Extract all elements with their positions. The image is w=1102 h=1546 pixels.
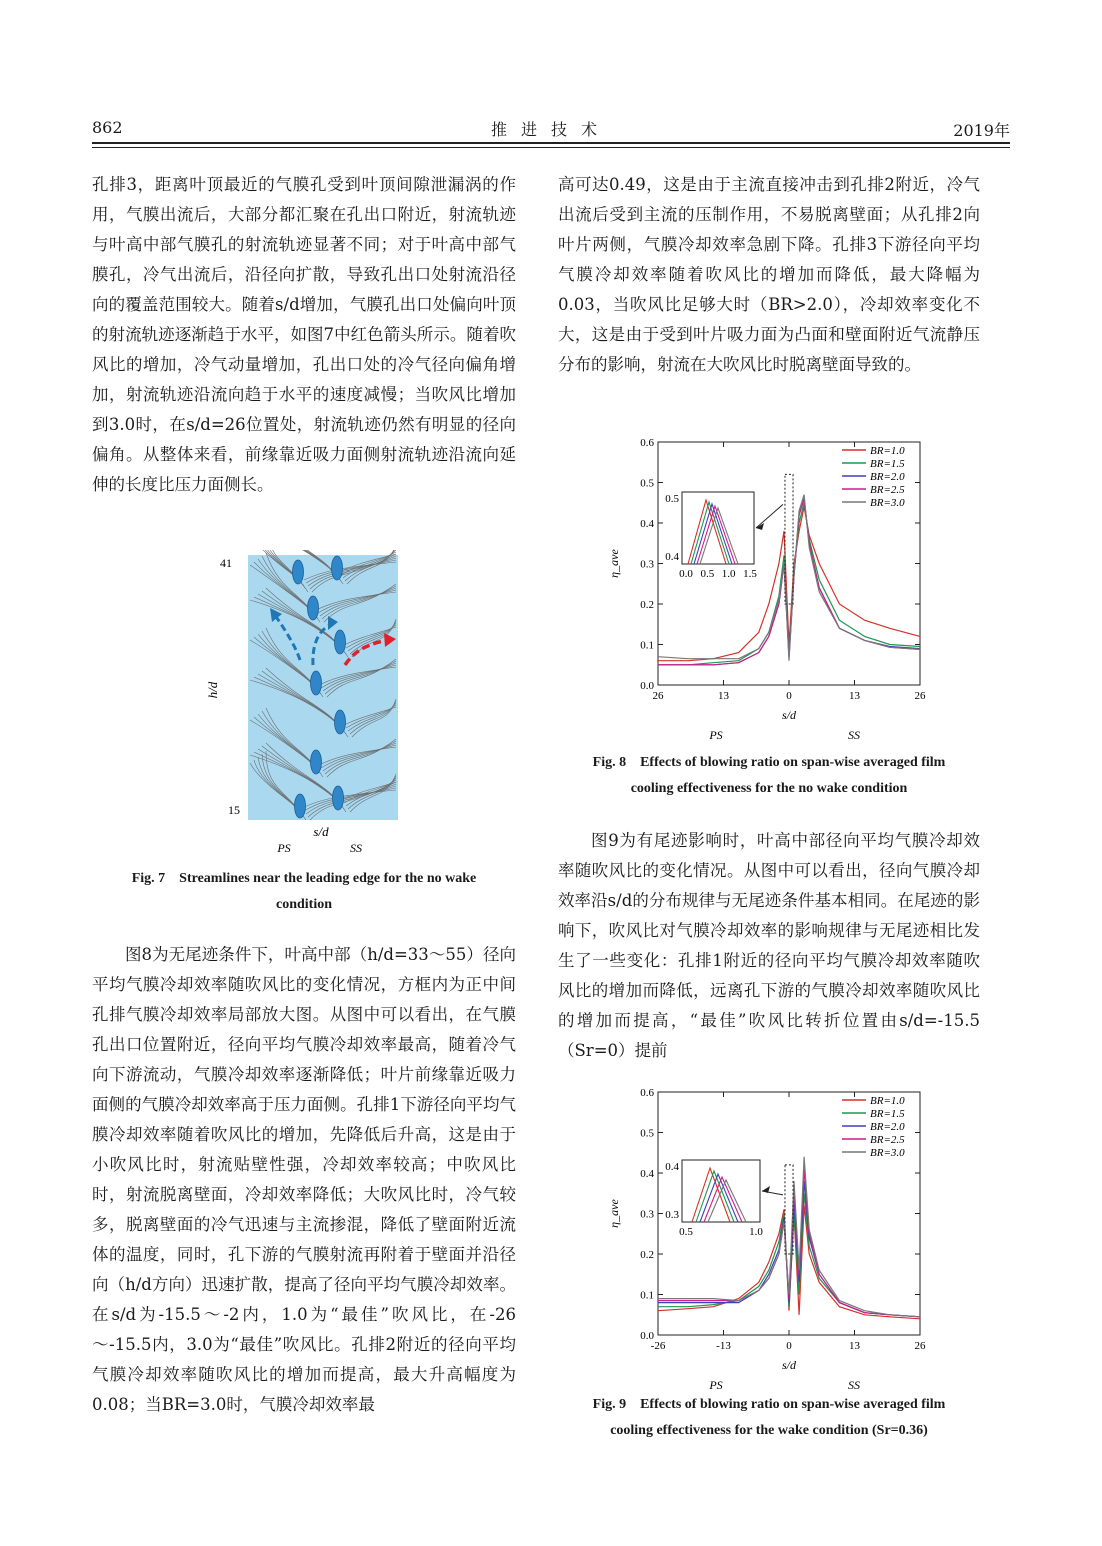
fig7-film-hole [308, 596, 319, 620]
legend-label: BR=2.0 [870, 471, 905, 483]
inset-group [665, 492, 757, 580]
legend-label: BR=1.0 [870, 445, 905, 457]
x-tick-label: 26 [652, 690, 664, 702]
fig9-chart [590, 1080, 950, 1395]
publication-year: 2019年 [953, 121, 1010, 140]
inset-pointer [756, 504, 783, 528]
right-paragraph-2-text: 图9为有尾迹影响时，叶高中部径向平均气膜冷却效率随吹风比的变化情况。从图中可以看出，径向气膜冷却效率沿s/d的分布规律与无尾迹条件基本相同。在尾迹的影响下，吹风比对气膜冷却效率的影响规律与无尾迹相比发生了一些变化：孔排1附近的径向平均气膜冷却效率随吹风比的增加而降低，远离孔下游的气膜冷却效率随吹风比的增加而提高，“最佳”吹风比转折位置由s/d=-15.5（Sr=0）提前 [558, 831, 980, 1060]
inset-x-tick-label: 1.0 [721, 568, 736, 580]
right-paragraph-1 [558, 170, 980, 380]
right-paragraph-1-text: 高可达0.49，这是由于主流直接冲击到孔排2附近，冷气出流后受到主流的压制作用，不易脱离壁面；从孔排2向叶片两侧，气膜冷却效率急剧下降。孔排3下游径向平均气膜冷却效率随着吹风比的增加而降低，最大降幅为0.03，当吹风比足够大时（BR>2.0），冷却效率变化不大，这是由于受到叶片吸力面为凸面和壁面附近气流静压分布的影响，射流在大吹风比时脱离壁面导致的。 [558, 175, 980, 374]
y-tick-label: 0.2 [640, 599, 654, 611]
legend-label: BR=2.5 [870, 484, 905, 496]
legend-label: BR=3.0 [870, 1147, 905, 1159]
page-number: 862 [92, 118, 123, 137]
legend-label: BR=1.5 [870, 458, 905, 470]
inset-frame [682, 492, 754, 564]
x-tick-label: 0 [786, 1340, 792, 1352]
y-tick-label: 0.3 [640, 1208, 654, 1221]
fig7-caption-line2: condition [275, 897, 332, 912]
inset-x-tick-label: 1.5 [743, 568, 757, 580]
fig7-film-hole [335, 710, 346, 734]
left-paragraph-2 [92, 940, 516, 1420]
fig7-streamlines [200, 550, 420, 860]
fig7-film-hole [333, 786, 344, 810]
inset-x-tick-label: 0.5 [700, 568, 715, 580]
y-tick-label: 0.6 [640, 437, 654, 449]
y-tick-label: 0.4 [640, 1168, 654, 1180]
fig7-film-hole [311, 750, 322, 774]
legend-label: BR=1.5 [870, 1108, 905, 1120]
legend-label: BR=2.0 [870, 1121, 905, 1133]
fig9-caption [558, 1392, 980, 1444]
left-paragraph-1-text: 孔排3，距离叶顶最近的气膜孔受到叶顶间隙泄漏涡的作用，气膜出流后，大部分都汇聚在孔出口附近，射流轨迹与叶高中部气膜孔的射流轨迹显著不同；对于叶高中部气膜孔，冷气出流后，沿径向扩散，导致孔出口处射流沿径向的覆盖范围较大。随着s/d增加，气膜孔出口处偏向叶顶的射流轨迹逐渐趋于水平，如图7中红色箭头所示。随着吹风比的增加，冷气动量增加，孔出口处的冷气径向偏角增加，射流轨迹沿流向趋于水平的速度减慢；当吹风比增加到3.0时，在s/d=26位置处，射流轨迹仍然有明显的径向偏角。从整体来看，前缘靠近吸力面侧射流轨迹沿流向延伸的长度比压力面侧长。 [92, 175, 516, 494]
y-tick-label: 0.3 [640, 558, 654, 571]
x-axis-label: s/d [781, 1358, 797, 1372]
y-tick-label: 0.0 [640, 1330, 654, 1342]
x-tick-label: 13 [849, 690, 860, 702]
header-rule-thin [92, 147, 1010, 148]
inset-y-tick-label: 0.5 [665, 493, 679, 505]
y-tick-label: 0.5 [640, 1127, 654, 1140]
right-paragraph-2 [558, 826, 980, 1066]
inset-y-tick-label: 0.4 [665, 551, 679, 563]
y-tick-label: 0.5 [640, 477, 654, 490]
y-tick-label: 0.1 [640, 639, 654, 652]
fig7-film-hole [295, 794, 306, 818]
fig7-y-top: 41 [220, 556, 232, 570]
inset-y-tick-label: 0.4 [665, 1161, 679, 1173]
legend-label: BR=1.0 [870, 1095, 905, 1107]
y-tick-label: 0.2 [640, 1249, 654, 1261]
x-tick-label: 0 [786, 690, 792, 702]
x-tick-label: -13 [716, 1340, 731, 1352]
inset-x-tick-label: 1.0 [749, 1226, 763, 1238]
fig8-caption-line2: cooling effectiveness for the no wake condition [630, 781, 908, 796]
fig7-y-label: h/d [205, 681, 220, 699]
fig7-film-hole [332, 556, 343, 580]
x-axis-label: s/d [781, 708, 797, 722]
x-tick-label: 13 [849, 1340, 860, 1352]
fig7-caption-line1: Fig. 7 Streamlines near the leading edge for the no wake [131, 871, 477, 886]
fig7-film-hole [293, 560, 304, 584]
fig7-film-hole [311, 671, 322, 695]
fig9-caption-line2: cooling effectiveness for the wake condition (Sr=0.36) [610, 1423, 928, 1438]
ss-label: SS [848, 728, 860, 742]
journal-title: 推进技术 [490, 120, 611, 139]
x-tick-label: 26 [914, 690, 926, 702]
legend-label: BR=3.0 [870, 497, 905, 509]
x-tick-label: 26 [914, 1340, 926, 1352]
y-tick-label: 0.4 [640, 518, 654, 530]
y-tick-label: 0.0 [640, 680, 654, 692]
inset-x-tick-label: 0.0 [679, 568, 693, 580]
ps-label: PS [709, 1378, 723, 1392]
x-tick-label: -26 [650, 1340, 666, 1352]
left-paragraph-2-text: 图8为无尾迹条件下，叶高中部（h/d=33～55）径向平均气膜冷却效率随吹风比的变化情况，方框内为正中间孔排气膜冷却效率局部放大图。从图中可以看出，在气膜孔出口位置附近，径向平均气膜冷却效率最高，随着冷气向下游流动，气膜冷却效率逐渐降低；叶片前缘靠近吸力面侧的气膜冷却效率高于压力面侧。孔排1下游径向平均气膜冷却效率随着吹风比的增加，先降低后升高，这是由于小吹风比时，射流贴壁性强，冷却效率较高；中吹风比时，射流脱离壁面，冷却效率降低；大吹风比时，冷气较多，脱离壁面的冷气迅速与主流掺混，降低了壁面附近流体的温度，同时，孔下游的气膜射流再附着于壁面并沿径向（h/d方向）迅速扩散，提高了径向平均气膜冷却效率。在s/d为-15.5～-2内，1.0为“最佳”吹风比，在-26～-15.5内，3.0为“最佳”吹风比。孔排2附近的径向平均气膜冷却效率随吹风比的增加而提高，最大升高幅度为0.08；当BR=3.0时，气膜冷却效率最 [92, 945, 516, 1414]
ss-label: SS [848, 1378, 860, 1392]
inset-y-tick-label: 0.3 [665, 1209, 679, 1221]
fig7-y-bottom: 15 [228, 803, 240, 817]
fig8-caption-line1: Fig. 8 Effects of blowing ratio on span-wise averaged film [592, 755, 946, 770]
fig8-caption [558, 750, 980, 802]
fig7-film-hole [335, 630, 346, 654]
fig7-caption [92, 866, 516, 918]
fig9-caption-line1: Fig. 9 Effects of blowing ratio on span-wise averaged film [592, 1397, 946, 1412]
y-axis-label: η_ave [607, 1199, 621, 1228]
fig7-ps: PS [277, 841, 291, 855]
header-rule-thick [92, 142, 1010, 144]
inset-x-tick-label: 0.5 [679, 1226, 693, 1238]
left-paragraph-1 [92, 170, 516, 500]
inset-group [665, 1160, 763, 1238]
y-axis-label: η_ave [607, 549, 621, 578]
ps-label: PS [709, 728, 723, 742]
y-tick-label: 0.1 [640, 1289, 654, 1302]
x-tick-label: 13 [718, 690, 729, 702]
fig7-x-label: s/d [313, 824, 329, 839]
y-tick-label: 0.6 [640, 1087, 654, 1099]
legend-label: BR=2.5 [870, 1134, 905, 1146]
fig7-ss: SS [350, 841, 362, 855]
fig8-chart [590, 430, 950, 745]
